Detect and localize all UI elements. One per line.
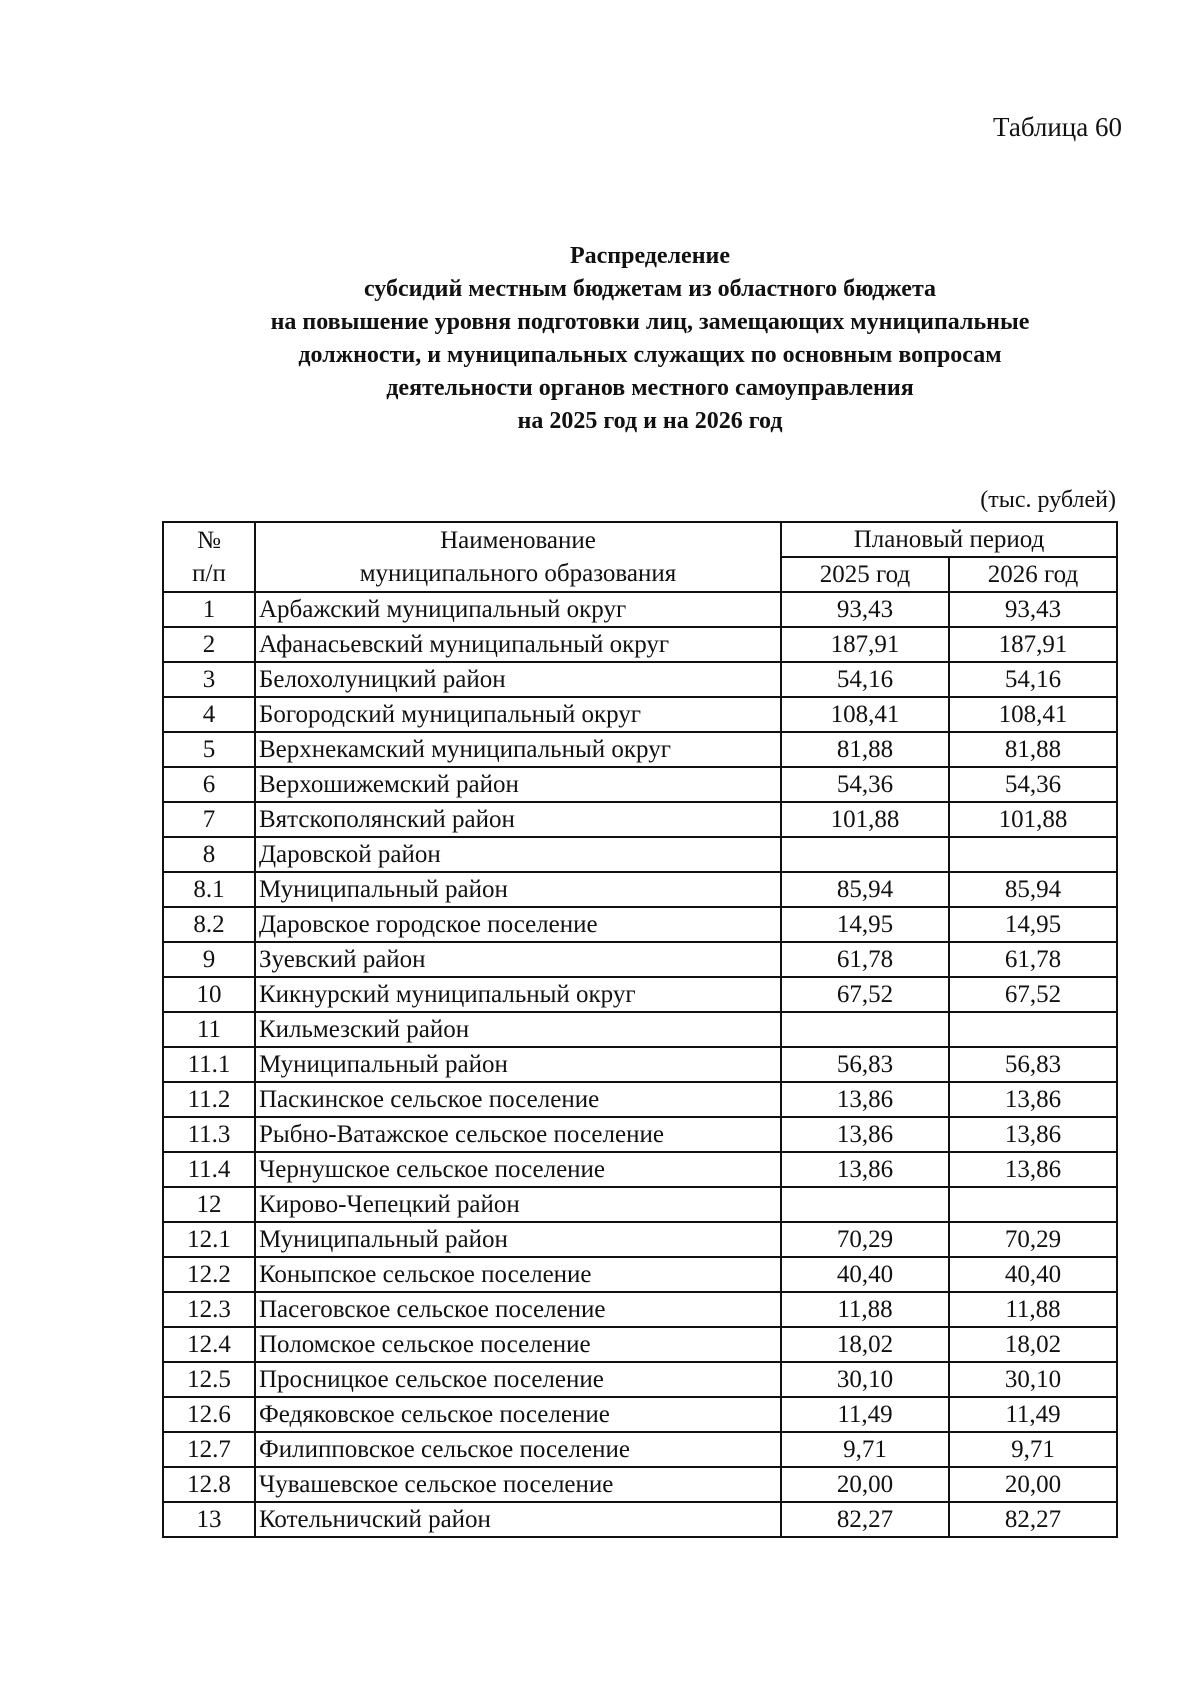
table-row [163, 1397, 1117, 1432]
row-value-2025: 81,88 [781, 732, 949, 767]
header-name-line2: муниципального образования [359, 560, 677, 587]
title-line: деятельности органов местного самоуправления [386, 375, 914, 401]
row-value-2025 [781, 837, 949, 872]
row-value-2026: 56,83 [949, 1047, 1117, 1082]
row-name: Пасеговское сельское поселение [255, 1292, 781, 1327]
row-name: Котельничский район [255, 1502, 781, 1537]
row-number: 2 [163, 627, 255, 662]
row-name: Паскинское сельское поселение [255, 1082, 781, 1117]
subsidy-table [162, 521, 1118, 1538]
row-value-2025: 82,27 [781, 1502, 949, 1537]
table-row [163, 1432, 1117, 1467]
table-row [163, 942, 1117, 977]
row-value-2026 [949, 837, 1117, 872]
row-number: 7 [163, 802, 255, 837]
row-value-2026: 187,91 [949, 627, 1117, 662]
row-value-2026: 14,95 [949, 907, 1117, 942]
table-row [163, 802, 1117, 837]
title-line: должности, и муниципальных служащих по основным вопросам [298, 342, 1002, 368]
row-value-2025: 85,94 [781, 872, 949, 907]
row-value-2025: 18,02 [781, 1327, 949, 1362]
row-name: Рыбно-Ватажское сельское поселение [255, 1117, 781, 1152]
table-row [163, 1222, 1117, 1257]
row-value-2025: 108,41 [781, 697, 949, 732]
row-value-2025: 93,43 [781, 592, 949, 627]
table-row [163, 1292, 1117, 1327]
row-value-2026: 30,10 [949, 1362, 1117, 1397]
row-name: Муниципальный район [255, 872, 781, 907]
row-value-2025: 11,49 [781, 1397, 949, 1432]
row-value-2025: 40,40 [781, 1257, 949, 1292]
table-row [163, 697, 1117, 732]
row-name: Кикнурский муниципальный округ [255, 977, 781, 1012]
table-row [163, 837, 1117, 872]
row-number: 12 [163, 1187, 255, 1222]
header-year-2026: 2026 год [949, 557, 1117, 592]
row-name: Даровской район [255, 837, 781, 872]
table-row [163, 907, 1117, 942]
row-value-2025: 187,91 [781, 627, 949, 662]
row-value-2025: 13,86 [781, 1152, 949, 1187]
row-value-2025: 30,10 [781, 1362, 949, 1397]
row-value-2026: 54,36 [949, 767, 1117, 802]
row-value-2026: 13,86 [949, 1082, 1117, 1117]
row-name: Просницкое сельское поселение [255, 1362, 781, 1397]
row-name: Белохолуницкий район [255, 662, 781, 697]
row-name: Зуевский район [255, 942, 781, 977]
row-number: 3 [163, 662, 255, 697]
header-number [163, 522, 255, 592]
row-number: 12.7 [163, 1432, 255, 1467]
row-value-2026: 11,88 [949, 1292, 1117, 1327]
title-line: на повышение уровня подготовки лиц, замещающих муниципальные [270, 309, 1030, 335]
row-value-2026: 11,49 [949, 1397, 1117, 1432]
row-number: 8 [163, 837, 255, 872]
row-value-2025: 101,88 [781, 802, 949, 837]
row-name: Афанасьевский муниципальный округ [255, 627, 781, 662]
row-number: 12.8 [163, 1467, 255, 1502]
table-row [163, 662, 1117, 697]
row-name: Коныпское сельское поселение [255, 1257, 781, 1292]
table-row [163, 1012, 1117, 1047]
header-number-line1: № [197, 527, 221, 554]
row-number: 12.1 [163, 1222, 255, 1257]
row-value-2025: 20,00 [781, 1467, 949, 1502]
row-name: Даровское городское поселение [255, 907, 781, 942]
row-number: 12.2 [163, 1257, 255, 1292]
row-name: Богородский муниципальный округ [255, 697, 781, 732]
row-name: Арбажский муниципальный округ [255, 592, 781, 627]
row-name: Поломское сельское поселение [255, 1327, 781, 1362]
table-row [163, 1502, 1117, 1537]
row-value-2025 [781, 1012, 949, 1047]
row-value-2026: 40,40 [949, 1257, 1117, 1292]
header-period: Плановый период [781, 522, 1117, 557]
row-value-2026: 70,29 [949, 1222, 1117, 1257]
row-name: Верхошижемский район [255, 767, 781, 802]
table-number: Таблица 60 [993, 112, 1122, 142]
row-value-2026: 13,86 [949, 1152, 1117, 1187]
row-value-2026: 13,86 [949, 1117, 1117, 1152]
row-value-2025: 54,36 [781, 767, 949, 802]
table-row [163, 732, 1117, 767]
table-body [163, 592, 1117, 1537]
row-number: 10 [163, 977, 255, 1012]
title-line: Распределение [569, 243, 731, 269]
row-name: Филипповское сельское поселение [255, 1432, 781, 1467]
row-number: 8.2 [163, 907, 255, 942]
row-name: Чернушское сельское поселение [255, 1152, 781, 1187]
table-row [163, 767, 1117, 802]
row-value-2026: 20,00 [949, 1467, 1117, 1502]
row-value-2026: 82,27 [949, 1502, 1117, 1537]
row-name: Верхнекамский муниципальный округ [255, 732, 781, 767]
row-value-2026: 67,52 [949, 977, 1117, 1012]
table-row [163, 1327, 1117, 1362]
table-row [163, 977, 1117, 1012]
title-line: на 2025 год и на 2026 год [517, 408, 783, 434]
row-value-2025: 9,71 [781, 1432, 949, 1467]
row-value-2025: 67,52 [781, 977, 949, 1012]
row-name: Чувашевское сельское поселение [255, 1467, 781, 1502]
row-number: 12.5 [163, 1362, 255, 1397]
table-row [163, 1047, 1117, 1082]
row-number: 12.4 [163, 1327, 255, 1362]
row-value-2026 [949, 1012, 1117, 1047]
row-number: 1 [163, 592, 255, 627]
row-value-2026: 81,88 [949, 732, 1117, 767]
row-name: Вятскополянский район [255, 802, 781, 837]
row-number: 11.2 [163, 1082, 255, 1117]
row-value-2025: 13,86 [781, 1117, 949, 1152]
row-name: Муниципальный район [255, 1047, 781, 1082]
row-number: 11.4 [163, 1152, 255, 1187]
table-row [163, 872, 1117, 907]
row-value-2026: 54,16 [949, 662, 1117, 697]
row-value-2026: 18,02 [949, 1327, 1117, 1362]
row-value-2025: 14,95 [781, 907, 949, 942]
row-value-2025: 11,88 [781, 1292, 949, 1327]
table-row [163, 1362, 1117, 1397]
table-row [163, 627, 1117, 662]
table-row [163, 1467, 1117, 1502]
row-value-2026: 85,94 [949, 872, 1117, 907]
row-value-2026 [949, 1187, 1117, 1222]
row-number: 11.3 [163, 1117, 255, 1152]
table-row [163, 1187, 1117, 1222]
row-value-2026: 108,41 [949, 697, 1117, 732]
row-name: Кильмезский район [255, 1012, 781, 1047]
units-label: (тыс. рублей) [980, 487, 1116, 513]
row-value-2026: 61,78 [949, 942, 1117, 977]
header-name-line1: Наименование [440, 527, 596, 554]
row-value-2025: 54,16 [781, 662, 949, 697]
header-year-2025: 2025 год [781, 557, 949, 592]
row-number: 5 [163, 732, 255, 767]
row-name: Кирово-Чепецкий район [255, 1187, 781, 1222]
row-value-2025: 56,83 [781, 1047, 949, 1082]
row-value-2026: 93,43 [949, 592, 1117, 627]
row-number: 9 [163, 942, 255, 977]
table-row [163, 1257, 1117, 1292]
header-name [255, 522, 781, 592]
row-number: 12.6 [163, 1397, 255, 1432]
title-line: субсидий местным бюджетам из областного бюджета [363, 276, 937, 302]
row-value-2025 [781, 1187, 949, 1222]
table-row [163, 1082, 1117, 1117]
row-number: 12.3 [163, 1292, 255, 1327]
row-number: 13 [163, 1502, 255, 1537]
table-row [163, 1117, 1117, 1152]
row-name: Федяковское сельское поселение [255, 1397, 781, 1432]
row-name: Муниципальный район [255, 1222, 781, 1257]
row-value-2025: 13,86 [781, 1082, 949, 1117]
row-value-2026: 9,71 [949, 1432, 1117, 1467]
row-number: 4 [163, 697, 255, 732]
row-number: 8.1 [163, 872, 255, 907]
row-number: 11 [163, 1012, 255, 1047]
table-row [163, 592, 1117, 627]
row-value-2025: 61,78 [781, 942, 949, 977]
header-number-line2: п/п [192, 560, 226, 587]
table-row [163, 1152, 1117, 1187]
row-value-2025: 70,29 [781, 1222, 949, 1257]
row-value-2026: 101,88 [949, 802, 1117, 837]
row-number: 11.1 [163, 1047, 255, 1082]
row-number: 6 [163, 767, 255, 802]
document-title [130, 240, 1170, 438]
